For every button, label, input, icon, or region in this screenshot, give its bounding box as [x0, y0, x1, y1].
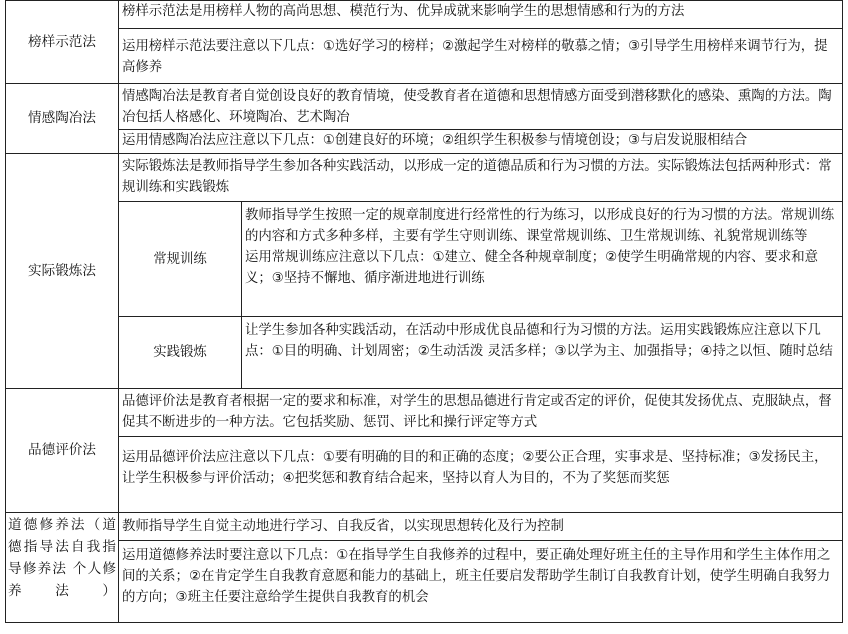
notes-text: 运用榜样示范法要注意以下几点：①选好学习的榜样；②激起学生对榜样的敬慕之情；③引导学生用榜样来调节行为，提高修养 — [122, 39, 828, 75]
method-name-cell: 道德修养法（道德指导法自我指导修养法 个人修养法） — [6, 513, 119, 623]
definition-cell — [119, 1, 843, 29]
notes-text: 运用情感陶冶法应注意以下几点：①创建良好的环境；②组织学生积极参与情境创设；③与启发说服相结合 — [122, 133, 748, 148]
notes-cell — [119, 130, 843, 154]
definition-text: 教师指导学生自觉主动地进行学习、自我反省，以实现思想转化及行为控制 — [122, 519, 564, 534]
definition-cell — [119, 154, 843, 202]
notes-cell — [119, 541, 843, 623]
method-name-cell: 品德评价法 — [6, 389, 119, 513]
definition-text: 实际锻炼法是教师指导学生参加各种实践活动，以形成一定的道德品质和行为习惯的方法。实际锻炼法包括两种形式：常规训练和实践锻炼 — [122, 159, 832, 195]
notes-text: 运用品德评价法应注意以下几点：①要有明确的目的和正确的态度；②要公正合理，实事求是、坚持标准；③发扬民主，让学生积极参与评价活动；④把奖惩和教育结合起来，坚持以育人为目的，不为了奖惩而奖惩 — [122, 450, 828, 486]
sub-method-notes: 运用常规训练应注意以下几点：①建立、健全各种规章制度；②使学生明确常规的内容、要求和意义；③坚持不懈地、循序渐进地进行训练 — [245, 250, 819, 286]
sub-method-text-cell — [242, 202, 843, 317]
definition-cell — [119, 389, 843, 437]
definition-cell — [119, 513, 843, 541]
method-name-cell: 实际锻炼法 — [6, 154, 119, 389]
definition-cell — [119, 84, 843, 130]
sub-method-text: 教师指导学生按照一定的规章制度进行经常性的行为练习，以形成良好的行为习惯的方法。常规训练的内容和方式多种多样，主要有学生守则训练、课堂常规训练、卫生常规训练、礼貌常规训练等 — [245, 208, 835, 244]
definition-text: 情感陶冶法是教育者自觉创设良好的教育情境，使受教育者在道德和思想情感方面受到潜移默化的感染、熏陶的方法。陶冶包括人格感化、环境陶冶、艺术陶冶 — [122, 89, 832, 125]
table-row — [6, 154, 843, 202]
table-row — [6, 389, 843, 437]
table-row — [6, 202, 843, 317]
table-row — [6, 513, 843, 541]
table-row — [6, 1, 843, 29]
definition-text: 榜样示范法是用榜样人物的高尚思想、模范行为、优异成就来影响学生的思想情感和行为的方法 — [122, 4, 685, 19]
table-row — [6, 29, 843, 84]
sub-method-text-cell — [242, 317, 843, 389]
method-name-cell: 榜样示范法 — [6, 1, 119, 84]
sub-method-name-cell: 实践锻炼 — [119, 317, 242, 389]
method-name-cell: 情感陶冶法 — [6, 84, 119, 154]
sub-method-name-cell: 常规训练 — [119, 202, 242, 317]
definition-text: 品德评价法是教育者根据一定的要求和标准，对学生的思想品德进行肯定或否定的评价，促使其发扬优点、克服缺点，督促其不断进步的一种方法。它包括奖励、惩罚、评比和操行评定等方式 — [122, 394, 832, 430]
notes-text: 运用道德修养法时要注意以下几点：①在指导学生自我修养的过程中，要正确处理好班主任的主导作用和学生主体作用之间的关系；②在肯定学生自我教育意愿和能力的基础上，班主任要启发帮助学生制订自我教育计划，使学生明确自我努力的方向；③班主任要注意给学生提供自我教育的机会 — [122, 548, 831, 605]
table-row — [6, 130, 843, 154]
table-row — [6, 317, 843, 389]
sub-method-text: 让学生参加各种实践活动，在活动中形成优良品德和行为习惯的方法。运用实践锻炼应注意以下几点：①目的明确、计划周密；②生动活泼 灵活多样；③以学为主、加强指导；④持之以恒、随时总结 — [245, 323, 833, 359]
moral-education-methods-table — [5, 0, 843, 623]
table-row — [6, 84, 843, 130]
table-row — [6, 541, 843, 623]
table-row — [6, 437, 843, 513]
notes-cell — [119, 437, 843, 513]
notes-cell — [119, 29, 843, 84]
